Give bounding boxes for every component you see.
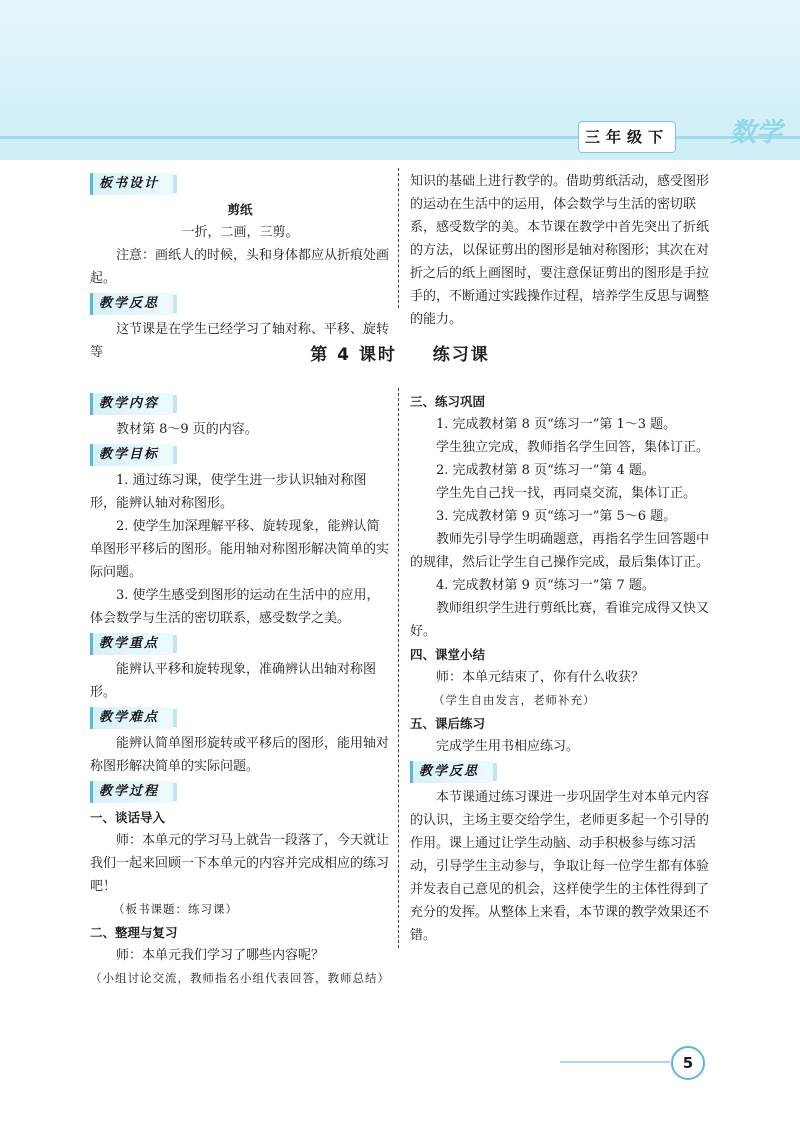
difficulty-text: 能辨认简单图形旋转或平移后的图形，能用轴对称图形解决简单的实际问题。 — [90, 736, 390, 774]
left-column — [90, 390, 390, 990]
goal-3: 3. 使学生感受到图形的运动在生活中的应用，体会数学与生活的密切联系，感受数学之美。 — [90, 588, 380, 626]
goal-tag: 教学目标 — [90, 444, 173, 466]
exercise-1: 1. 完成教材第 8 页“练习一”第 1～3 题。 — [436, 417, 677, 432]
section-5-title: 五、课后练习 — [410, 716, 486, 731]
right-column — [410, 390, 710, 947]
lesson-name: 练习课 — [432, 345, 490, 365]
board-design-tag: 板书设计 — [90, 173, 173, 195]
section-5-text: 完成学生用书相应练习。 — [436, 739, 580, 754]
math-logo: 数学 — [729, 118, 782, 148]
top-left-column — [90, 170, 390, 364]
goal-1: 1. 通过练习课，使学生进一步认识轴对称图形，能辨认轴对称图形。 — [90, 473, 367, 511]
section-4-title: 四、课堂小结 — [410, 647, 486, 662]
process-tag: 教学过程 — [90, 781, 173, 803]
page-number: 5 — [671, 1046, 705, 1080]
exercise-3: 3. 完成教材第 9 页“练习一”第 5～6 题。 — [436, 509, 677, 524]
key-point-text: 能辨认平移和旋转现象，准确辨认出轴对称图形。 — [90, 662, 377, 700]
section-1-title: 一、谈话导入 — [90, 810, 166, 825]
section-4-text: 师：本单元结束了，你有什么收获？ — [436, 670, 645, 685]
section-4-note: （学生自由发言，老师补充） — [433, 693, 596, 707]
key-point-tag: 教学重点 — [90, 633, 173, 655]
reflect-text-bottom: 本节课通过练习课进一步巩固学生对本单元内容的认识，主场主要交给学生，老师更多起一个引导的作用。课上通过让学生动脑、动手积极参与练习活动，引导学生主动参与，争取让每一位学生都有体验并发表自己意见的机会，这样使学生的主体性得到了充分的发挥。从整体上来看，本节课的教学效果还不错。 — [410, 790, 710, 943]
grade-badge: 三年级下 — [578, 121, 676, 153]
reflect-tag-bottom: 教学反思 — [410, 761, 493, 783]
column-divider-top — [398, 168, 399, 308]
exercise-3-desc: 教师先引导学生明确题意，再指名学生回答题中的规律，然后让学生自己操作完成，最后集体订正。 — [410, 532, 710, 570]
goal-2: 2. 使学生加深理解平移、旋转现象，能辨认简单图形平移后的图形。能用轴对称图形解决简单的实际问题。 — [90, 519, 390, 580]
exercise-1-desc: 学生独立完成，教师指名学生回答，集体订正。 — [436, 440, 710, 455]
board-title: 剪纸 — [227, 202, 253, 217]
lesson-title — [0, 340, 800, 365]
section-1-note: （板书课题：练习课） — [113, 902, 238, 916]
header-stripe — [0, 136, 800, 139]
page-number-line — [560, 1061, 670, 1063]
exercise-2: 2. 完成教材第 8 页“练习一”第 4 题。 — [436, 463, 655, 478]
column-divider-bottom — [398, 388, 399, 948]
section-2-title: 二、整理与复习 — [90, 925, 178, 940]
exercise-4: 4. 完成教材第 9 页“练习一”第 7 题。 — [436, 578, 655, 593]
content-text: 教材第 8～9 页的内容。 — [116, 422, 258, 437]
reflect-tag-top: 教学反思 — [90, 293, 173, 315]
section-1-text: 师：本单元的学习马上就告一段落了，今天就让我们一起来回顾一下本单元的内容并完成相应的练习吧！ — [90, 833, 390, 894]
reflect-text-continued: 知识的基础上进行教学的。借助剪纸活动，感受图形的运动在生活中的运用，体会数学与生活的密切联系，感受数学的美。本节课在教学中首先突出了折纸的方法，以保证剪出的图形是轴对称图形；其次在对折之后的纸上画图时，要注意保证剪出的图形是手拉手的，不断通过实践操作过程，培养学生反思与调整的能力。 — [410, 174, 710, 327]
page-header — [0, 0, 800, 160]
content-tag: 教学内容 — [90, 393, 173, 415]
lesson-number: 第 4 课时 — [310, 345, 397, 365]
exercise-2-desc: 学生先自己找一找，再同桌交流，集体订正。 — [436, 486, 697, 501]
exercise-4-desc: 教师组织学生进行剪纸比赛，看谁完成得又快又好。 — [410, 601, 710, 639]
difficulty-tag: 教学难点 — [90, 707, 173, 729]
reflect-text-top: 这节课是在学生已经学习了轴对称、平移、旋转等 — [90, 322, 390, 360]
board-line: 一折，二画，三剪。 — [181, 225, 299, 240]
top-right-column — [410, 170, 710, 331]
section-2-text: 师：本单元我们学习了哪些内容呢？ — [116, 948, 325, 963]
section-3-title: 三、练习巩固 — [410, 394, 486, 409]
section-2-note: （小组讨论交流，教师指名小组代表回答，教师总结） — [90, 971, 390, 985]
board-note: 注意：画纸人的时候，头和身体都应从折痕处画起。 — [90, 248, 390, 286]
